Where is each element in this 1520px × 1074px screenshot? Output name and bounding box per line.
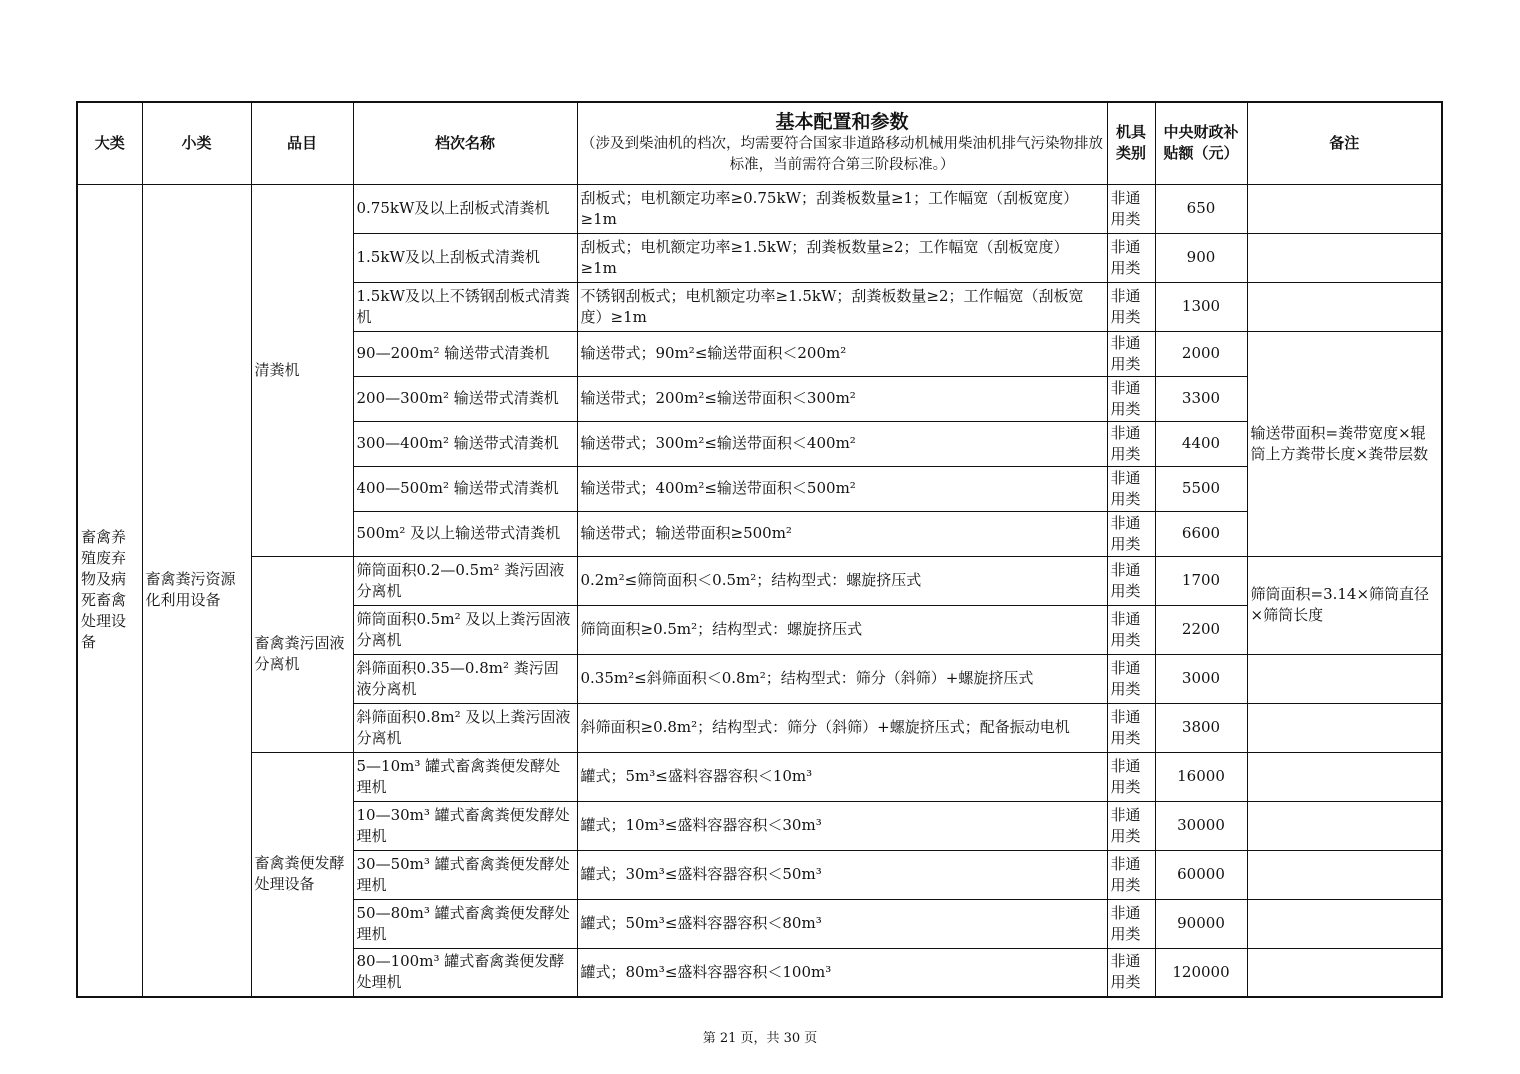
remark-cell bbox=[1247, 703, 1442, 752]
remark-cell bbox=[1247, 184, 1442, 233]
header-minor: 小类 bbox=[142, 102, 251, 184]
config-cell: 刮板式；电机额定功率≥0.75kW；刮粪板数量≥1；工作幅宽（刮板宽度）≥1m bbox=[577, 184, 1107, 233]
remark-belt: 输送带面积=粪带宽度×辊筒上方粪带长度×粪带层数 bbox=[1247, 331, 1442, 556]
grade-cell: 90—200m² 输送带式清粪机 bbox=[353, 331, 577, 376]
type-cell: 非通用类 bbox=[1107, 850, 1155, 899]
item-fermenter: 畜禽粪便发酵处理设备 bbox=[251, 752, 353, 997]
type-cell: 非通用类 bbox=[1107, 752, 1155, 801]
config-cell: 刮板式；电机额定功率≥1.5kW；刮粪板数量≥2；工作幅宽（刮板宽度）≥1m bbox=[577, 233, 1107, 282]
major-category: 畜禽养殖废弃物及病死畜禽处理设备 bbox=[77, 184, 142, 997]
config-cell: 输送带式；200m²≤输送带面积＜300m² bbox=[577, 376, 1107, 421]
subsidy-cell: 6600 bbox=[1155, 511, 1247, 556]
config-cell: 罐式；5m³≤盛料容器容积＜10m³ bbox=[577, 752, 1107, 801]
grade-cell: 筛筒面积0.5m² 及以上粪污固液分离机 bbox=[353, 605, 577, 654]
config-cell: 0.2m²≤筛筒面积＜0.5m²；结构型式：螺旋挤压式 bbox=[577, 556, 1107, 605]
subsidy-cell: 4400 bbox=[1155, 421, 1247, 466]
subsidy-cell: 2000 bbox=[1155, 331, 1247, 376]
type-cell: 非通用类 bbox=[1107, 282, 1155, 331]
config-cell: 输送带式；输送带面积≥500m² bbox=[577, 511, 1107, 556]
header-config-title: 基本配置和参数 bbox=[775, 111, 909, 134]
type-cell: 非通用类 bbox=[1107, 605, 1155, 654]
grade-cell: 500m² 及以上输送带式清粪机 bbox=[353, 511, 577, 556]
grade-cell: 斜筛面积0.8m² 及以上粪污固液分离机 bbox=[353, 703, 577, 752]
item-separator: 畜禽粪污固液分离机 bbox=[251, 556, 353, 752]
remark-cell bbox=[1247, 801, 1442, 850]
grade-cell: 30—50m³ 罐式畜禽粪便发酵处理机 bbox=[353, 850, 577, 899]
subsidy-cell: 5500 bbox=[1155, 466, 1247, 511]
grade-cell: 10—30m³ 罐式畜禽粪便发酵处理机 bbox=[353, 801, 577, 850]
grade-cell: 50—80m³ 罐式畜禽粪便发酵处理机 bbox=[353, 899, 577, 948]
type-cell: 非通用类 bbox=[1107, 654, 1155, 703]
grade-cell: 80—100m³ 罐式畜禽粪便发酵处理机 bbox=[353, 948, 577, 997]
config-cell: 罐式；50m³≤盛料容器容积＜80m³ bbox=[577, 899, 1107, 948]
header-grade: 档次名称 bbox=[353, 102, 577, 184]
header-major: 大类 bbox=[77, 102, 142, 184]
config-cell: 罐式；30m³≤盛料容器容积＜50m³ bbox=[577, 850, 1107, 899]
config-cell: 输送带式；300m²≤输送带面积＜400m² bbox=[577, 421, 1107, 466]
grade-cell: 300—400m² 输送带式清粪机 bbox=[353, 421, 577, 466]
subsidy-cell: 1300 bbox=[1155, 282, 1247, 331]
subsidy-cell: 16000 bbox=[1155, 752, 1247, 801]
header-machine-type: 机具类别 bbox=[1107, 102, 1155, 184]
type-cell: 非通用类 bbox=[1107, 703, 1155, 752]
header-remark: 备注 bbox=[1247, 102, 1442, 184]
subsidy-cell: 2200 bbox=[1155, 605, 1247, 654]
header-config-note: （涉及到柴油机的档次，均需要符合国家非道路移动机械用柴油机排气污染物排放标准，当前需符合第三阶段标准。） bbox=[581, 136, 1103, 174]
subsidy-cell: 3800 bbox=[1155, 703, 1247, 752]
grade-cell: 200—300m² 输送带式清粪机 bbox=[353, 376, 577, 421]
config-cell: 罐式；10m³≤盛料容器容积＜30m³ bbox=[577, 801, 1107, 850]
subsidy-table bbox=[76, 101, 1443, 998]
type-cell: 非通用类 bbox=[1107, 899, 1155, 948]
grade-cell: 5—10m³ 罐式畜禽粪便发酵处理机 bbox=[353, 752, 577, 801]
config-cell: 罐式；80m³≤盛料容器容积＜100m³ bbox=[577, 948, 1107, 997]
type-cell: 非通用类 bbox=[1107, 184, 1155, 233]
type-cell: 非通用类 bbox=[1107, 421, 1155, 466]
type-cell: 非通用类 bbox=[1107, 376, 1155, 421]
grade-cell: 400—500m² 输送带式清粪机 bbox=[353, 466, 577, 511]
type-cell: 非通用类 bbox=[1107, 948, 1155, 997]
table-row bbox=[77, 752, 1442, 801]
remark-cell bbox=[1247, 233, 1442, 282]
subsidy-cell: 90000 bbox=[1155, 899, 1247, 948]
type-cell: 非通用类 bbox=[1107, 233, 1155, 282]
header-row bbox=[77, 102, 1442, 184]
remark-cell bbox=[1247, 899, 1442, 948]
subsidy-cell: 30000 bbox=[1155, 801, 1247, 850]
subsidy-cell: 1700 bbox=[1155, 556, 1247, 605]
type-cell: 非通用类 bbox=[1107, 801, 1155, 850]
subsidy-cell: 900 bbox=[1155, 233, 1247, 282]
remark-cell bbox=[1247, 850, 1442, 899]
type-cell: 非通用类 bbox=[1107, 556, 1155, 605]
header-subsidy: 中央财政补贴额（元） bbox=[1155, 102, 1247, 184]
remark-cell bbox=[1247, 948, 1442, 997]
subsidy-cell: 60000 bbox=[1155, 850, 1247, 899]
config-cell: 0.35m²≤斜筛面积＜0.8m²；结构型式：筛分（斜筛）+螺旋挤压式 bbox=[577, 654, 1107, 703]
table-row bbox=[77, 556, 1442, 605]
header-item: 品目 bbox=[251, 102, 353, 184]
subsidy-cell: 3000 bbox=[1155, 654, 1247, 703]
config-cell: 输送带式；90m²≤输送带面积＜200m² bbox=[577, 331, 1107, 376]
grade-cell: 1.5kW及以上刮板式清粪机 bbox=[353, 233, 577, 282]
minor-category: 畜禽粪污资源化利用设备 bbox=[142, 184, 251, 997]
grade-cell: 筛筒面积0.2—0.5m² 粪污固液分离机 bbox=[353, 556, 577, 605]
subsidy-cell: 120000 bbox=[1155, 948, 1247, 997]
item-cleaner: 清粪机 bbox=[251, 184, 353, 556]
remark-cell bbox=[1247, 752, 1442, 801]
remark-cell bbox=[1247, 654, 1442, 703]
type-cell: 非通用类 bbox=[1107, 511, 1155, 556]
grade-cell: 1.5kW及以上不锈钢刮板式清粪机 bbox=[353, 282, 577, 331]
grade-cell: 斜筛面积0.35—0.8m² 粪污固液分离机 bbox=[353, 654, 577, 703]
remark-cell bbox=[1247, 282, 1442, 331]
header-config bbox=[577, 102, 1107, 184]
config-cell: 输送带式；400m²≤输送带面积＜500m² bbox=[577, 466, 1107, 511]
config-cell: 不锈钢刮板式；电机额定功率≥1.5kW；刮粪板数量≥2；工作幅宽（刮板宽度）≥1m bbox=[577, 282, 1107, 331]
type-cell: 非通用类 bbox=[1107, 466, 1155, 511]
remark-screen: 筛筒面积=3.14×筛筒直径×筛筒长度 bbox=[1247, 556, 1442, 654]
type-cell: 非通用类 bbox=[1107, 331, 1155, 376]
config-cell: 筛筒面积≥0.5m²；结构型式：螺旋挤压式 bbox=[577, 605, 1107, 654]
page-footer: 第 21 页，共 30 页 bbox=[702, 1031, 818, 1046]
config-cell: 斜筛面积≥0.8m²；结构型式：筛分（斜筛）+螺旋挤压式；配备振动电机 bbox=[577, 703, 1107, 752]
subsidy-cell: 650 bbox=[1155, 184, 1247, 233]
grade-cell: 0.75kW及以上刮板式清粪机 bbox=[353, 184, 577, 233]
subsidy-cell: 3300 bbox=[1155, 376, 1247, 421]
table-row bbox=[77, 184, 1442, 233]
